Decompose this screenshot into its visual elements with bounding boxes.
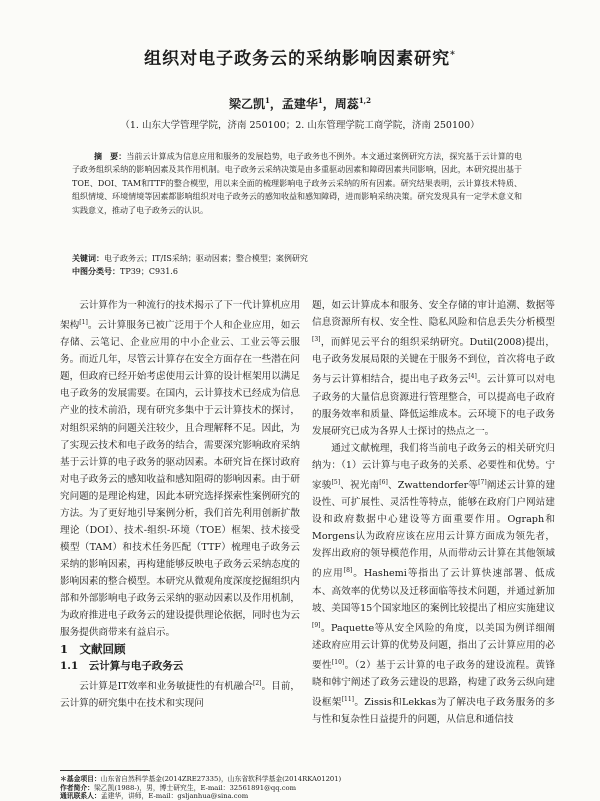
citation: [6] [379, 478, 388, 486]
footnote-fund [60, 775, 560, 784]
author-line: 梁乙凯$^1$，孟建华$^1$，周蕊$^{1,2}$ [228, 96, 371, 111]
contact-label: 通讯联系人： [60, 792, 101, 800]
review-text-4: 阐述云计算的建设性、可扩展性、灵活性等特点，能够在政府门户网站建设和政府数据中心建设等方面重要作用。Ograph和Morgens认为政府应该在应用云计算方面成为领先者，发挥出政府的领导模范作用，从而带动云计算在其他领域的应用 [312, 480, 555, 580]
title-footnote-mark: * [450, 50, 456, 61]
review-text-6: 。Paquette等从安全风险的角度，以美国为例详细阐述政府应用云计算的优势及问题，指出了云计算应用的必要性 [312, 622, 555, 672]
author-1: 梁乙凯 [228, 97, 265, 111]
cont-text-3: 。云计算可以对电子政务的大量信息资源进行管理整合，可以提高电子政府的服务效率和质量、降低运维成本。云环境下的电子政务发展研究已成为各界人士探讨的热点之一。 [312, 374, 555, 437]
review-text-7: 。（2）基于云计算的电子政务的建设流程。黄锋晓和韩宁阐述了政务云建设的思路，构建了政务云纵向建设框架 [312, 660, 555, 709]
body-column-right [312, 297, 555, 782]
author-bio-text: 梁乙凯(1988-)，男，博士研究生，E-mail：32561891@qq.com [93, 783, 297, 792]
review-text-2: 、祝光南 [340, 480, 380, 492]
citation: [8] [343, 567, 353, 575]
abstract-label: 摘 要： [94, 151, 127, 161]
footnote-author [60, 784, 560, 793]
citation: [10] [331, 658, 345, 666]
cont-text-2: ，而鲜见云平台的组织采纳研究。Dutil(2008)提出，电子政务发展局限的关键在于服务不到位，首次将电子政务与云计算相结合，提出电子政务云 [312, 337, 555, 386]
section-paragraph [60, 675, 300, 712]
cont-text-1: 题，如云计算成本和服务、安全存储的审计追溯、数据等信息资源所有权、安全性、隐私风险和信息丢失分析模型 [312, 300, 555, 329]
review-text-8: 。Zissis和Lekkas为了解决电子政务服务的多与性和复杂性日益提升的问题，从信息和通信技 [312, 697, 555, 726]
intro-text-2: 。云计算服务已被广泛用于个人和企业应用，如云存储、云笔记、企业应用的中小企业云、工业云等云服务。而近几年，尽管云计算存在安全方面存在一些潜在问题，但政府已经开始考虑使用云计算的设计框架用以满足电子政务的发展需要。在国内，云计算技术已经成为信息产业的技术前沿，现有研究多集中于云计算技术的探讨，对组织采纳的问题关注较少，且合理解释不足。因此，为了实现云技术和电子政务的结合，需要深究影响政府采纳基于云计算的电子政务的驱动因素。本研究旨在探讨政府对电子政务云的感知收益和感知阻碍的影响因素。由于研究问题的是理论构建，因此本研究选择探索性案例研究的方法。为了更好地引导案例分析，我们首先利用创新扩散理论（DOI）、技术-组织-环境（TOE）框架、技术接受模型（TAM）和技术任务匹配（TTF）梳理电子政务云采纳的影响因素，再构建能够反映电子政务云采纳态度的影响因素的整合模型。本研究从微观角度深度挖掘组织内部和外部影响电子政务云采纳的驱动因素以及作用机制，为政府推进电子政务云的建设提供理论依据，同时也为云服务提供商带来有益启示。 [60, 320, 300, 639]
section-text-2: 。目前，云计算的研究集中在技术和实现问 [60, 681, 300, 710]
author-3-affil: 1,2 [358, 96, 371, 105]
author-bio-label: 作者简介： [60, 783, 94, 792]
classification [72, 266, 522, 277]
review-text-1: 通过文献梳理，我们将当前电子政务云的相关研究归纳为：（1）云计算与电子政务的关系、必要性和优势。宁家骏 [312, 442, 555, 492]
citation: [7] [478, 478, 487, 486]
paper-title [0, 44, 600, 69]
affiliations: （1. 山东大学管理学院，济南 250100；2. 山东管理学院工商学院，济南 250100） [120, 120, 480, 131]
fund-label: ＊基金项目： [60, 775, 101, 783]
intro-text-1: 云计算作为一种流行的技术揭示了下一代计算机应用架构 [60, 300, 300, 332]
author-3: 周蕊 [334, 97, 359, 111]
citation: [3] [312, 336, 321, 344]
paper-title-text: 组织对电子政务云的采纳影响因素研究 [144, 49, 451, 69]
author-2: 孟建华 [281, 97, 318, 111]
author-2-affil: 1 [317, 96, 323, 105]
citation: [9] [312, 621, 321, 629]
review-text-3: 、Zwattendorfer等 [387, 480, 479, 492]
keywords-text: 电子政务云；IT/IS采纳；驱动因素；整合模型；案例研究 [104, 254, 308, 263]
continued-paragraph [312, 297, 555, 440]
keywords [72, 253, 522, 264]
review-paragraph [312, 440, 555, 729]
author-1-affil: 1 [265, 96, 270, 105]
body-column-left [60, 297, 300, 782]
abstract [72, 150, 522, 217]
keywords-label: 关键词： [72, 253, 104, 263]
footnote-contact [60, 792, 560, 801]
citation: [5] [331, 478, 341, 486]
citation: [4] [468, 373, 477, 381]
intro-paragraph [60, 297, 300, 641]
section-heading: 1 文献回顾 [60, 642, 126, 657]
subsection-heading: 1.1 云计算与电子政务云 [60, 660, 184, 673]
classification-label: 中图分类号： [72, 266, 120, 276]
footnote-divider [60, 770, 150, 771]
contact-text: 孟建华，讲师，E-mail：gsljanhua@sina.com [100, 792, 249, 800]
citation: [2] [253, 680, 262, 688]
classification-text: TP39；C931.6 [120, 267, 178, 276]
citation: [11] [341, 696, 355, 704]
abstract-text: 当前云计算成为信息应用和服务的发展趋势，电子政务也不例外。本文通过案例研究方法，探究基于云计算的电子政务组织采纳的影响因素及其作用机制。电子政务云采纳决策是由多重驱动因素和障碍因素共同影响，因此，本研究提出基于TOE、DOI、TAM和TTF的整合模型，用以来全面的梳理影响电子政务云采纳的所有因素。研究结果表明，云计算技术特质、组织情境、环境情境等因素都影响组织对电子政务云的感知收益和感知障碍，进而影响采纳决策。研究发现具有一定学术意义和实践意义，推动了电子政务云的认识。 [72, 152, 522, 215]
fund-text: 山东省自然科学基金(2014ZRE27335)，山东省软科学基金(2014RKA01201) [100, 775, 342, 783]
section-text-1: 云计算是IT效率和业务敏捷性的有机融合 [79, 681, 253, 693]
citation: [1] [79, 319, 88, 327]
review-text-5: 。Hashemi等指出了云计算快速部署、低成本、高效率的优势以及迁移面临等技术问题，并通过新加坡、美国等15个国家地区的案例比较提出了相应实施建议 [312, 568, 555, 614]
